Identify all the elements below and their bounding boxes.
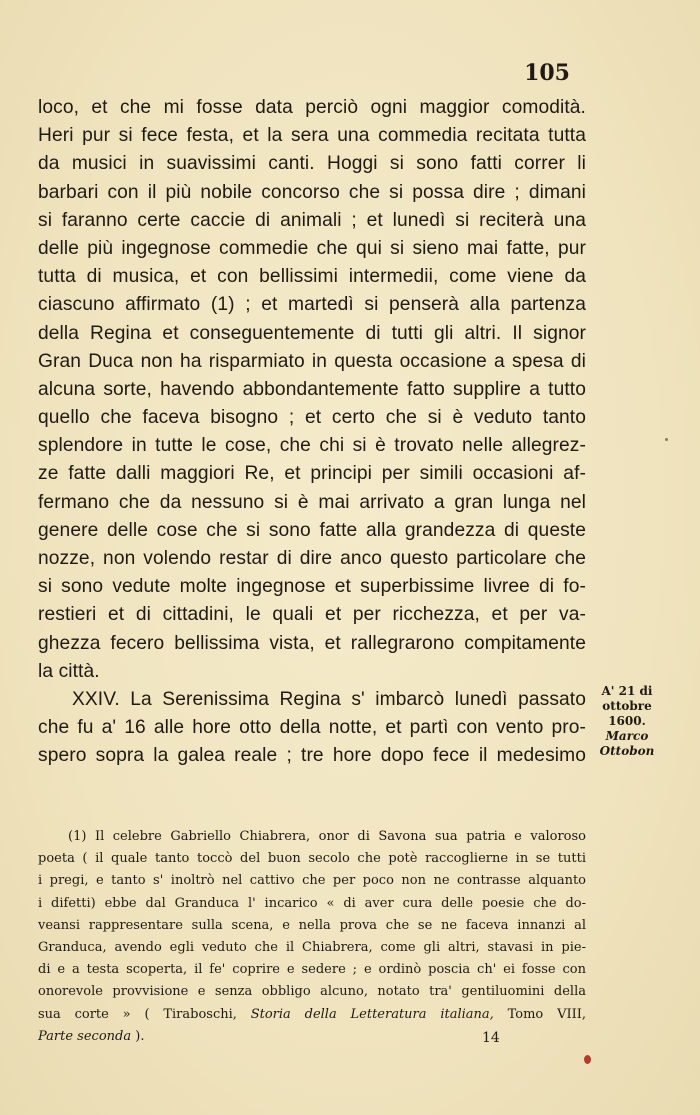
- footnote-line: di e a testa scoperta, il fe' coprire e sedere ; e ordinò poscia ch' ei fosse con: [38, 962, 586, 978]
- margin-note-date: A' 21 di: [601, 684, 653, 698]
- text-line: genere delle cose che si sono fatte alla grandezza di queste: [38, 519, 586, 541]
- footnote-line: veansi rappresentare sulla scena, e nella prova che se ne faceva innanzi al: [38, 917, 586, 933]
- margin-note-author-last: Ottobon: [599, 744, 655, 758]
- footnote-text: sua corte » ( Tiraboschi,: [38, 1006, 251, 1022]
- text-line: barbari con il più nobile concorso che si possa dire ; dimani: [38, 181, 586, 203]
- footnote-line: poeta ( il quale tanto toccò del buon secolo che potè raccoglierne in se tutti: [38, 851, 586, 867]
- text-line: quello che faceva bisogno ; et certo che si è veduto tanto: [38, 407, 586, 429]
- page-number: 105: [524, 60, 570, 86]
- text-line: delle più ingegnose commedie che qui si sieno mai fatte, pur: [38, 237, 586, 259]
- text-line: restieri et di cittadini, le quali et per ricchezza, et per va-: [38, 604, 586, 626]
- text-line: Heri pur si fece festa, et la sera una commedia recitata tutta: [38, 125, 586, 147]
- text-line: Gran Duca non ha risparmiato in questa occasione a spesa di: [38, 350, 586, 372]
- text-line: della Regina et conseguentemente di tutti gli altri. Il signor: [38, 322, 586, 344]
- signature-mark: 14: [482, 1030, 500, 1046]
- text-line: loco, et che mi fosse data perciò ogni maggior comodità.: [38, 97, 586, 118]
- margin-note-year: 1600.: [608, 714, 646, 728]
- footnote-line: i difetti) ebbe dal Granduca l' incarico « di aver cura delle poesie che do-: [38, 895, 586, 911]
- text-line: si sono vedute molte ingegnose et superbissime livree di fo-: [38, 576, 586, 598]
- text-line: tutta di musica, et con bellissimi intermedii, come viene da: [38, 266, 586, 288]
- book-part: Parte seconda: [38, 1028, 132, 1044]
- text-line: alcuna sorte, havendo abbondantemente fatto supplire a tutto: [38, 378, 586, 400]
- main-text: [38, 94, 586, 771]
- footnote-line: Granduca, avendo egli veduto che il Chiabrera, come gli altri, stavasi in pie-: [38, 939, 586, 955]
- text-line: si faranno certe caccie di animali ; et lunedì si reciterà una: [38, 209, 586, 231]
- footnote: [38, 826, 586, 1048]
- footnote-line: [38, 1026, 586, 1048]
- book-title: Storia della Letteratura italiana,: [250, 1006, 494, 1022]
- margin-note: [592, 684, 662, 759]
- footnote-text: Tomo VIII,: [493, 1006, 587, 1022]
- ink-stain: [584, 1055, 591, 1064]
- footnote-line: (1) Il celebre Gabriello Chiabrera, onor di Savona sua patria e valoroso: [68, 829, 586, 844]
- footnote-line: onorevole provvisione e senza obbligo alcuno, notato tra' gentiluomini della: [38, 984, 586, 1000]
- margin-note-month: ottobre: [602, 699, 652, 713]
- margin-note-author-first: Marco: [605, 729, 649, 743]
- text-line: ze fatte dalli maggiori Re, et principi per simili occasioni af-: [38, 463, 586, 485]
- footnote-text: ).: [131, 1028, 145, 1044]
- text-line: la città.: [38, 660, 100, 682]
- text-line: che fu a' 16 alle hore otto della notte, et partì con vento pro-: [38, 717, 586, 739]
- section-heading-line: XXIV. La Serenissima Regina s' imbarcò lunedì passato: [72, 688, 586, 710]
- footnote-line: i pregi, e tanto s' inoltrò nel cattivo che per poco non ne contrasse alquanto: [38, 873, 586, 889]
- ink-speck: [665, 438, 668, 441]
- text-line: fermano che da nessuno si è mai arrivato a gran lunga nel: [38, 491, 586, 513]
- text-line: nozze, non volendo restar di dire anco questo particolare che: [38, 548, 586, 569]
- text-line: splendore in tutte le cose, che chi si è trovato nelle allegrez-: [38, 435, 586, 457]
- text-line: spero sopra la galea reale ; tre hore dopo fece il medesimo: [38, 745, 586, 767]
- footnote-line: [38, 1004, 586, 1026]
- text-line: ghezza fecero bellissima vista, et rallegrarono compitamente: [38, 632, 586, 654]
- text-line: da musici in suavissimi canti. Hoggi si sono fatti correr li: [38, 153, 586, 175]
- text-line: ciascuno affirmato (1) ; et martedì si penserà alla partenza: [38, 294, 586, 316]
